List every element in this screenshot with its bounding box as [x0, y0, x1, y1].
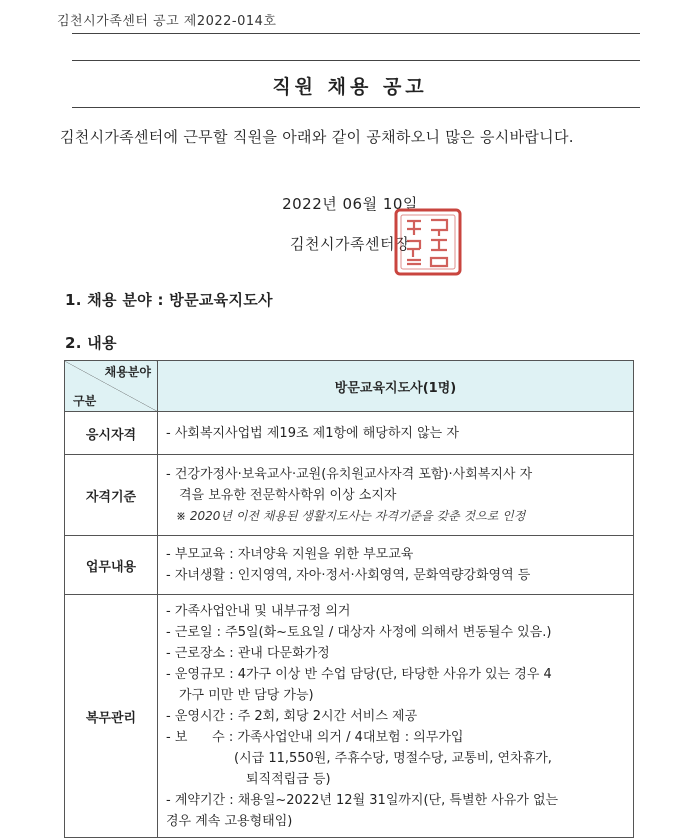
row-label: 복무관리: [65, 595, 158, 838]
announcement-date: 2022년 06월 10일: [282, 195, 418, 213]
row-label: 자격기준: [65, 455, 158, 536]
row-label: 업무내용: [65, 536, 158, 595]
content-line: - 근로일 : 주5일(화~토요일 / 대상자 사정에 의해서 변동될수 있음.): [166, 624, 552, 640]
content-line: - 가족사업안내 및 내부규정 의거: [166, 603, 351, 619]
row-label: 응시자격: [65, 412, 158, 455]
issuer-name: 김천시가족센터장: [290, 235, 410, 253]
table-row: [65, 595, 634, 838]
content-line: - 운영규모 : 4가구 이상 반 수업 담당(단, 타당한 사유가 있는 경우 4: [166, 666, 552, 682]
section-heading-field: 1. 채용 분야 : 방문교육지도사: [65, 291, 273, 309]
content-line: 퇴직적립금 등): [246, 771, 331, 787]
title-divider-top: [72, 60, 640, 61]
row-content: [158, 536, 634, 595]
intro-paragraph: 김천시가족센터에 근무할 직원을 아래와 같이 공채하오니 많은 응시바랍니다.: [60, 128, 574, 146]
document-number: 김천시가족센터 공고 제2022-014호: [57, 14, 277, 29]
content-note: ※ 2020년 이전 채용된 생활지도사는 자격기준을 갖춘 것으로 인정: [176, 508, 526, 523]
content-line: - 운영시간 : 주 2회, 회당 2시간 서비스 제공: [166, 708, 418, 724]
content-line: - 자녀생활 : 인지영역, 자아·정서·사회영역, 문화역량강화영역 등: [166, 568, 531, 583]
content-line: 가구 미만 반 담당 가능): [179, 687, 314, 703]
section-heading-content: 2. 내용: [65, 334, 117, 352]
content-line: - 부모교육 : 자녀양육 지원을 위한 부모교육: [166, 547, 414, 562]
content-line: - 건강가정사·보육교사·교원(유치원교사자격 포함)·사회복지사 자: [166, 466, 533, 482]
recruitment-table: [64, 360, 634, 838]
content-line: - 사회복지사업법 제19조 제1항에 해당하지 않는 자: [166, 425, 459, 441]
content-line: - 보 수 : 가족사업안내 의거 / 4대보험 : 의무가입: [166, 729, 464, 745]
row-content: [158, 412, 634, 455]
corner-label-field: 채용분야: [104, 365, 151, 379]
title-divider-bottom: [72, 107, 640, 108]
table-corner-cell: [65, 361, 158, 412]
row-content: [158, 595, 634, 838]
page-title: 직원 채용 공고: [272, 76, 428, 98]
content-line: 격을 보유한 전문학사학위 이상 소지자: [179, 487, 397, 503]
row-content: [158, 455, 634, 536]
top-divider: [72, 33, 640, 34]
official-seal-icon: [393, 207, 463, 277]
table-row: [65, 412, 634, 455]
table-row: [65, 455, 634, 536]
content-line: 경우 계속 고용형태임): [166, 813, 293, 829]
content-line: (시급 11,550원, 주휴수당, 명절수당, 교통비, 연차휴가,: [234, 750, 552, 766]
table-row: [65, 536, 634, 595]
content-line: - 근로장소 : 관내 다문화가정: [166, 645, 330, 661]
corner-label-category: 구분: [73, 394, 97, 408]
content-line: - 계약기간 : 채용일~2022년 12월 31일까지(단, 특별한 사유가 없는: [166, 792, 559, 808]
table-header-position: 방문교육지도사(1명): [158, 361, 634, 412]
table-header-row: [65, 361, 634, 412]
